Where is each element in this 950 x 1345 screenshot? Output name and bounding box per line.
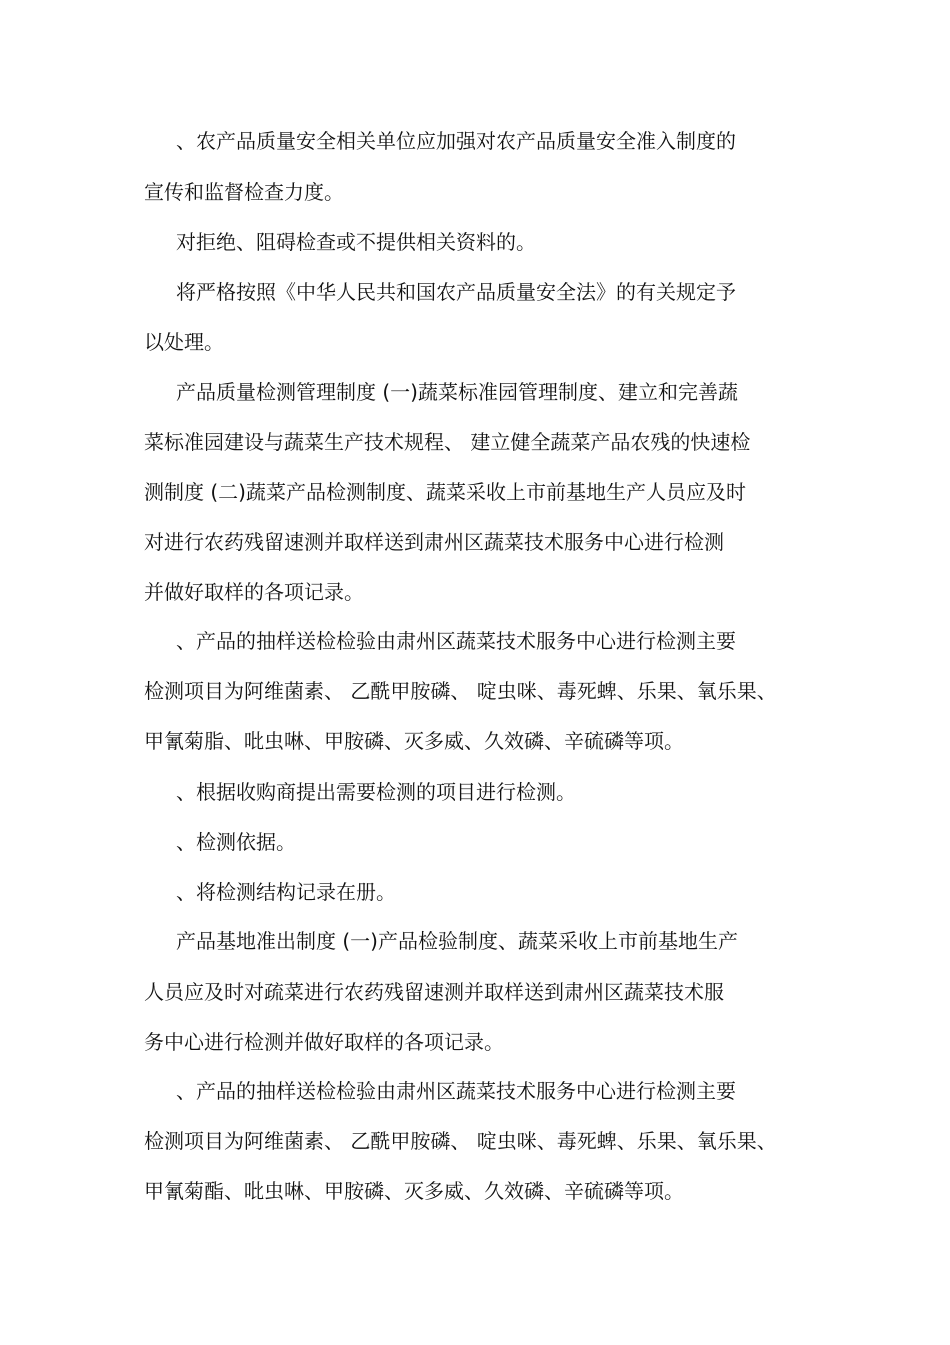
text-line: 菜标准园建设与蔬菜生产技术规程、 建立健全蔬菜产品农残的快速检 [144, 430, 751, 454]
text-line: 、将检测结构记录在册。 [176, 880, 396, 904]
text-line: 务中心进行检测并做好取样的各项记录。 [144, 1030, 504, 1054]
text-line: 、检测依据。 [176, 830, 296, 854]
text-line: 对拒绝、阻碍检查或不提供相关资料的。 [176, 230, 536, 254]
text-line: 检测项目为阿维菌素、 乙酰甲胺磷、 啶虫咪、毒死蜱、乐果、氧乐果、 [144, 679, 777, 703]
text-line: 宣传和监督检查力度。 [144, 180, 344, 204]
text-line: 、产品的抽样送检检验由肃州区蔬菜技术服务中心进行检测主要 [176, 629, 736, 653]
text-line: 测制度 (二)蔬菜产品检测制度、蔬菜采收上市前基地生产人员应及时 [144, 480, 746, 504]
text-line: 并做好取样的各项记录。 [144, 580, 364, 604]
text-line: 、根据收购商提出需要检测的项目进行检测。 [176, 780, 576, 804]
text-line: 产品质量检测管理制度 (一)蔬菜标准园管理制度、建立和完善蔬 [176, 380, 738, 404]
text-line: 产品基地准出制度 (一)产品检验制度、蔬菜采收上市前基地生产 [176, 929, 738, 953]
text-line: 检测项目为阿维菌素、 乙酰甲胺磷、 啶虫咪、毒死蜱、乐果、氧乐果、 [144, 1129, 777, 1153]
text-line: 、农产品质量安全相关单位应加强对农产品质量安全准入制度的 [176, 129, 736, 153]
text-line: 对进行农药残留速测并取样送到肃州区蔬菜技术服务中心进行检测 [144, 530, 724, 554]
text-line: 甲氰菊酯、吡虫啉、甲胺磷、灭多威、久效磷、辛硫磷等项。 [144, 1179, 684, 1203]
text-line: 甲氰菊脂、吡虫啉、甲胺磷、灭多威、久效磷、辛硫磷等项。 [144, 729, 684, 753]
text-line: 、产品的抽样送检检验由肃州区蔬菜技术服务中心进行检测主要 [176, 1079, 736, 1103]
text-line: 将严格按照《中华人民共和国农产品质量安全法》的有关规定予 [176, 280, 736, 304]
text-line: 人员应及时对疏菜进行农药残留速测并取样送到肃州区蔬菜技术服 [144, 980, 724, 1004]
text-line: 以处理。 [144, 330, 224, 354]
